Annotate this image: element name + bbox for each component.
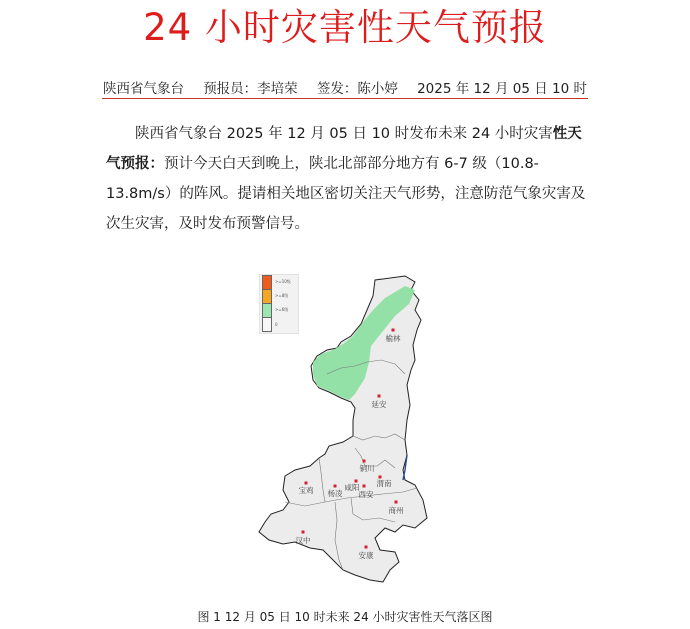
city-label-hanzhong: 汉中 [295,536,311,545]
signer: 签发：陈小婷 [316,81,398,97]
city-label-baoji: 宝鸡 [298,486,314,495]
city-label-yangling: 杨凌 [327,489,343,498]
forecast-lead: 陕西省气象台 2025 年 12 月 05 日 10 时发布未来 24 小时灾害 [135,126,553,142]
forecast-label: 性天气预报： [106,126,582,172]
map-legend [259,274,299,334]
city-label-xianyang: 咸阳 [344,483,360,492]
city-marker-shangzhou [395,501,398,504]
meta-divider [102,98,588,99]
forecast-body [106,119,596,239]
city-label-weinan: 渭南 [376,479,392,488]
city-label-ankang: 安康 [358,551,374,560]
legend-item [260,275,298,289]
issue-datetime: 2025 年 12 月 05 日 10 时 [417,81,587,97]
page-title: 24 小时灾害性天气预报 [143,6,547,49]
legend-label: 0 [275,321,278,327]
forecast-text: 预计今天白天到晚上，陕北北部部分地方有 6-7 级（10.8-13.8m/s）的阵风。提请相关地区密切关注天气形势，注意防范气象灾害及次生灾害，及时发布预警信号。 [106,156,586,232]
legend-label: >=6级 [275,307,289,312]
legend-item [260,303,298,317]
legend-swatch [262,289,272,304]
forecast-map [255,270,455,600]
city-marker-yulin [392,329,395,332]
city-marker-yanan [378,395,381,398]
city-label-xian: 西安 [358,490,374,499]
legend-item [260,289,298,303]
city-label-yulin: 榆林 [385,334,401,343]
city-label-shangzhou: 商州 [388,506,404,515]
legend-swatch [262,303,272,318]
city-label-yanan: 延安 [371,400,387,409]
meta-line [103,77,587,99]
city-marker-xian [363,485,366,488]
city-marker-ankang [365,546,368,549]
legend-label: >=10级 [275,279,291,284]
legend-item [260,317,298,331]
figure-caption: 图 1 12 月 05 日 10 时未来 24 小时灾害性天气落区图 [197,610,493,624]
issuer: 陕西省气象台 [103,81,184,97]
city-marker-hanzhong [302,531,305,534]
legend-label: >=8级 [275,293,289,298]
legend-swatch [262,275,272,290]
city-label-tongchuan: 铜川 [359,464,375,473]
legend-swatch [262,317,272,332]
forecaster: 预报员：李培荣 [203,81,298,97]
